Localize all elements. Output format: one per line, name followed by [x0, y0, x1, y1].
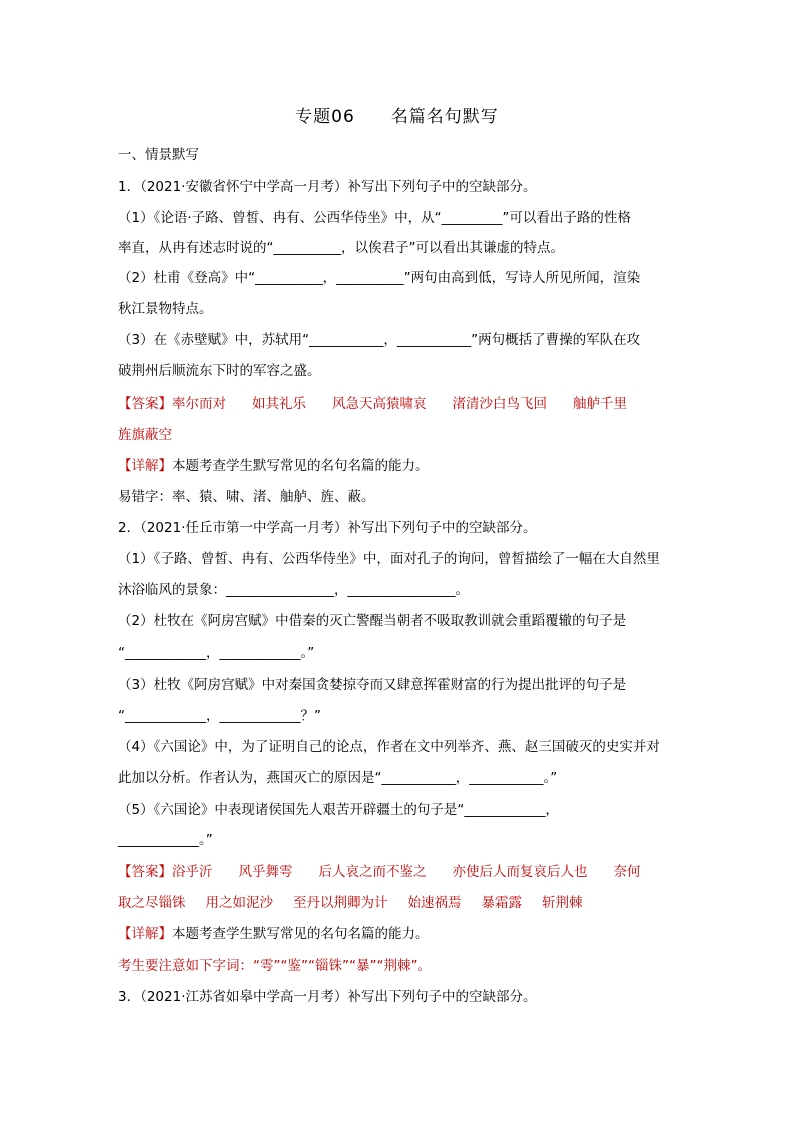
detail-text: 本题考查学生默写常见的名句名篇的能力。 — [172, 458, 429, 474]
detail-label: 【详解】 — [118, 458, 172, 474]
answer-item: 风乎舞雩 — [238, 864, 293, 880]
answer-item: 旌旗蔽空 — [118, 427, 172, 443]
q1-error-words: 易错字：率、猿、啸、渚、舳舻、旌、蔽。 — [118, 489, 375, 505]
detail-label: 【详解】 — [118, 926, 172, 942]
title-topic-name: 名篇名句默写 — [390, 107, 499, 127]
q2-part2-line1: （2）杜牧在《阿房宫赋》中借秦的灭亡警醒当朝者不吸取教训就会重蹈覆辙的句子是 — [118, 613, 627, 629]
q1-part3-line1: （3）在《赤壁赋》中，苏轼用“___________，___________”两句概括了曹操的军队在攻 — [118, 332, 641, 348]
q2-answer-line2 — [118, 893, 678, 913]
q2-note: 考生要注意如下字词：“雩”“鉴”“锱铢”“暴”“荆棘”。 — [118, 958, 431, 974]
answer-item: 斩荆棘 — [542, 895, 583, 911]
answer-item: 亦使后人而复哀后人也 — [452, 864, 588, 880]
q2-part2-line2: “____________，____________。” — [118, 645, 315, 661]
section-heading: 一、情景默写 — [118, 147, 199, 163]
q1-part3-line2: 破荆州后顺流东下时的军容之盛。 — [118, 363, 321, 379]
q1-answer-line1 — [118, 394, 678, 414]
q2-part1-line1: （1）《子路、曾皙、冉有、公西华侍坐》中，面对孔子的询问，曾皙描绘了一幅在大自然里 — [118, 551, 660, 567]
q1-stem: 1．（2021·安徽省怀宁中学高一月考）补写出下列句子中的空缺部分。 — [118, 179, 537, 195]
answer-label: 【答案】 — [118, 396, 172, 412]
answer-item: 舳舻千里 — [573, 396, 627, 412]
q2-part5-line2: ____________。” — [118, 832, 213, 848]
q1-part2-line2: 秋江景物特点。 — [118, 301, 213, 317]
answer-item: 至丹以荆卿为计 — [293, 895, 388, 911]
page-title — [0, 106, 794, 128]
answer-item: 始速祸焉 — [407, 895, 462, 911]
q2-part4-line1: （4）《六国论》中，为了证明自己的论点，作者在文中列举齐、燕、赵三国破灭的史实并对 — [118, 739, 660, 755]
title-topic-number: 专题06 — [295, 107, 355, 127]
q2-part3-line1: （3）杜牧《阿房宫赋》中对秦国贪婪掠夺而又肆意挥霍财富的行为提出批评的句子是 — [118, 677, 627, 693]
answer-item: 如其礼乐 — [252, 396, 306, 412]
q2-answer-line1 — [118, 862, 678, 882]
answer-item: 率尔而对 — [172, 396, 226, 412]
detail-text: 本题考查学生默写常见的名句名篇的能力。 — [172, 926, 429, 942]
q2-part3-line2: “____________，____________？” — [118, 708, 321, 724]
q2-stem: 2．（2021·任丘市第一中学高一月考）补写出下列句子中的空缺部分。 — [118, 520, 537, 536]
answer-item: 后人哀之而不鉴之 — [318, 864, 427, 880]
q3-stem: 3．（2021·江苏省如皋中学高一月考）补写出下列句子中的空缺部分。 — [118, 989, 537, 1005]
answer-item: 取之尽锱铢 — [118, 895, 186, 911]
answer-item: 用之如泥沙 — [205, 895, 273, 911]
answer-label: 【答案】 — [118, 864, 172, 880]
q2-part1-line2: 沐浴临风的景象：________________，________________。 — [118, 582, 469, 598]
q2-part4-line2: 此加以分析。作者认为，燕国灭亡的原因是“___________，___________。” — [118, 770, 558, 786]
q1-part2-line1: （2）杜甫《登高》中“__________，__________”两句由高到低，写诗人所见所闻，渲染 — [118, 270, 641, 286]
answer-item: 浴乎沂 — [172, 864, 213, 880]
answer-item: 暴霜露 — [481, 895, 522, 911]
q2-detail — [118, 924, 678, 944]
answer-item: 渚清沙白鸟飞回 — [452, 396, 547, 412]
q1-part1-line2: 率直，从冉有述志时说的“__________，以俟君子”可以看出其谦虚的特点。 — [118, 240, 564, 256]
q1-part1-line1: （1）《论语·子路、曾皙、冉有、公西华侍坐》中，从“_________”可以看出子路的性格 — [118, 210, 631, 226]
q2-part5-line1: （5）《六国论》中表现诸侯国先人艰苦开辟疆土的句子是“____________， — [118, 802, 559, 818]
answer-item: 奈何 — [613, 864, 641, 880]
answer-item: 风急天高猿啸哀 — [332, 396, 427, 412]
q1-detail — [118, 456, 678, 476]
q1-answer-line2 — [118, 425, 678, 445]
